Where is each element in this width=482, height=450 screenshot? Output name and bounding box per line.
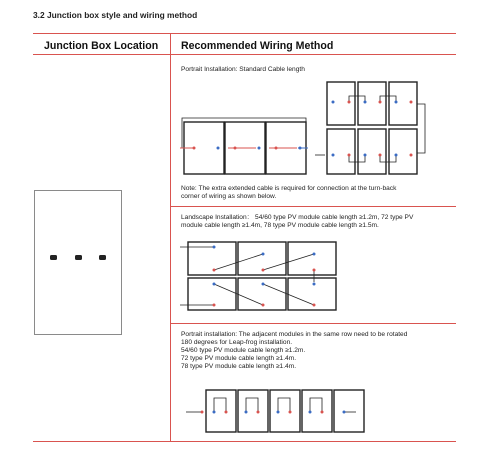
table-bottom-rule [33,441,456,442]
portrait-standard-two-row-diagram [327,80,437,180]
leapfrog-caption-line-4: 72 type PV module cable length ≥1.4m. [181,355,297,362]
table-header-rule [33,54,456,55]
junction-box-module-diagram [34,190,122,335]
portrait-standard-caption: Portrait Installation: Standard Cable length [181,66,305,73]
leapfrog-caption-line-1: Portrait installation: The adjacent modules in the same row need to be rotated [181,331,408,338]
leapfrog-caption-line-2: 180 degrees for Leap-frog installation. [181,339,293,346]
row-divider-1 [171,206,456,207]
landscape-wiring-diagram [178,238,338,313]
table-top-rule [33,33,456,34]
section-title: 3.2 Junction box style and wiring method [33,10,198,20]
junction-box-1 [50,255,57,260]
leapfrog-wiring-diagram [186,388,366,434]
header-junction-box-location: Junction Box Location [44,40,159,52]
junction-box-icons [35,191,121,334]
portrait-standard-note-line-2: corner of wiring as shown below. [181,193,277,200]
portrait-standard-note-line-1: Note: The extra extended cable is required for connection at the turn-back [181,185,397,192]
leapfrog-caption-line-5: 78 type PV module cable length ≥1.4m. [181,363,297,370]
column-divider [170,34,171,441]
landscape-caption-line-1: Landscape Installation： 54/60 type PV module cable length ≥1.2m, 72 type PV [181,214,414,221]
junction-box-3 [99,255,106,260]
leapfrog-caption-line-3: 54/60 type PV module cable length ≥1.2m. [181,347,306,354]
row-divider-2 [171,323,456,324]
junction-box-2 [75,255,82,260]
portrait-standard-single-row-diagram [180,116,310,178]
header-recommended-wiring-method: Recommended Wiring Method [181,40,334,52]
landscape-caption-line-2: module cable length ≥1.4m, 78 type PV module cable length ≥1.5m. [181,222,379,229]
